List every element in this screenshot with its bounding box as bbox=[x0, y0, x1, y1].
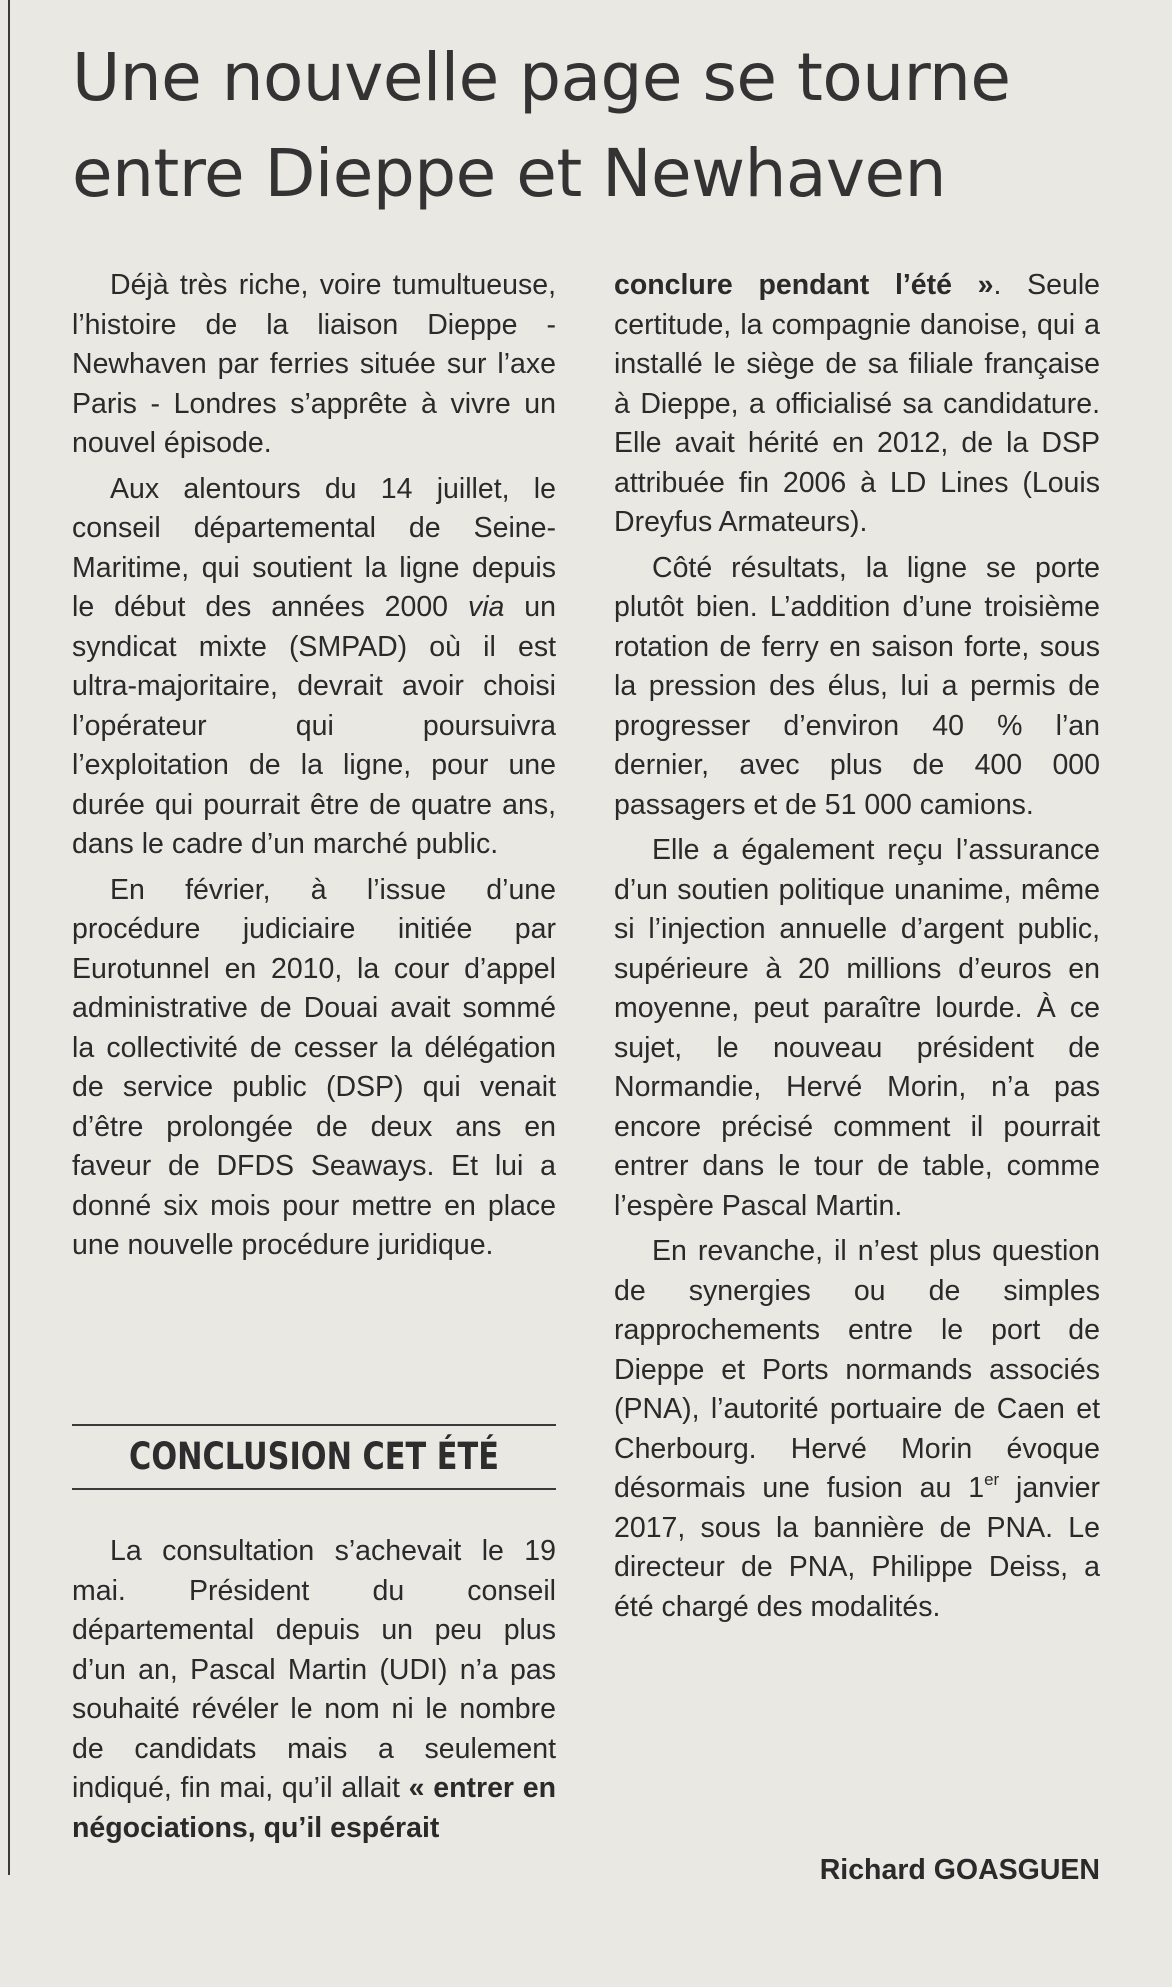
subhead-top-rule bbox=[72, 1424, 556, 1426]
paragraph-merger-text-b: janvier 2017, sous la bannière de PNA. Le directeur de PNA, Philippe Deiss, a été chargé des modalités. bbox=[614, 1472, 1101, 1623]
subhead-bottom-rule bbox=[72, 1488, 556, 1490]
paragraph-candidature bbox=[614, 266, 1100, 543]
headline-line-1: Une nouvelle page se tourne bbox=[72, 39, 1011, 116]
left-column-lower bbox=[72, 1532, 556, 1854]
paragraph-intro: Déjà très riche, voire tumultueuse, l’histoire de la liaison Dieppe - Newhaven par ferries située sur l’axe Paris - Londres s’apprête à vivre un nouvel épisode. bbox=[72, 269, 556, 459]
superscript-er: er bbox=[984, 1470, 1000, 1489]
left-column bbox=[72, 266, 556, 1272]
paragraph-results: Côté résultats, la ligne se porte plutôt bien. L’addition d’une troisième rotation de ferry en saison forte, sous la pression des élus, lui a permis de progresser d’environ 40 % l’an dernier, avec plus de 400 000 passagers et de 51 000 camions. bbox=[614, 551, 1100, 821]
paragraph-merger bbox=[614, 1232, 1100, 1627]
author-signature: Richard GOASGUEN bbox=[819, 1854, 1100, 1886]
paragraph-consultation-text: La consultation s’achevait le 19 mai. Président du conseil départemental depuis un peu plus d’un an, Pascal Martin (UDI) n’a pas souhaité révéler le nom ni le nombre de candidats mais a seulement indiqué, fin mai, qu’il allait bbox=[72, 1535, 556, 1804]
paragraph-merger-text-a: En revanche, il n’est plus question de synergies ou de simples rapprochements entre le port de Dieppe et Ports normands associés (PNA), l’autorité portuaire de Caen et Cherbourg. Hervé Morin évoque désormais une fusion au 1 bbox=[614, 1235, 1100, 1504]
paragraph-july-italic: via bbox=[467, 591, 505, 623]
paragraph-february: En février, à l’issue d’une procédure judiciaire initiée par Eurotunnel en 2010, la cour d’appel administrative de Douai avait sommé la collectivité de cesser la délégation de service public (DSP) qui venait d’être prolongée de deux ans en faveur de DFDS Seaways. Et lui a donné six mois pour mettre en place une nouvelle procédure juridique. bbox=[72, 873, 556, 1261]
paragraph-july bbox=[72, 470, 556, 865]
column-border-line bbox=[8, 0, 10, 1875]
paragraph-political-support: Elle a également reçu l’assurance d’un soutien politique unanime, même si l’injection annuelle d’argent public, supérieure à 20 millions d’euros en moyenne, peut paraître lourde. À ce sujet, le nouveau président de Normandie, Hervé Morin, n’a pas encore précisé comment il pourrait entrer dans le tour de table, comme l’espère Pascal Martin. bbox=[614, 834, 1100, 1222]
quote-bold-end: conclure pendant l’été » bbox=[614, 269, 994, 301]
paragraph-july-text-a: Aux alentours du 14 juillet, le conseil départemental de Seine-Maritime, qui soutient la ligne depuis le début des années 2000 bbox=[72, 472, 556, 623]
headline-line-2: entre Dieppe et Newhaven bbox=[72, 135, 946, 212]
paragraph-candidature-text: . Seule certitude, la compagnie danoise, qui a installé le siège de sa filiale française à Dieppe, a officialisé sa candidature. Elle avait hérité en 2012, de la DSP attribuée fin 2006 à LD Lines (Louis Dreyfus Armateurs). bbox=[614, 269, 1100, 538]
paragraph-consultation bbox=[72, 1532, 556, 1848]
article-headline bbox=[72, 30, 1132, 222]
right-column bbox=[614, 266, 1100, 1633]
quote-bold-start: « entrer en négociations, qu’il espérait bbox=[72, 1772, 556, 1844]
paragraph-july-text-b: un syndicat mixte (SMPAD) où il est ultra-majoritaire, devrait avoir choisi l’opérateur qui poursuivra l’exploitation de la ligne, pour une durée qui pourrait être de quatre ans, dans le cadre d’un marché public. bbox=[72, 591, 556, 860]
section-subheading: CONCLUSION CET ÉTÉ bbox=[129, 1435, 499, 1478]
